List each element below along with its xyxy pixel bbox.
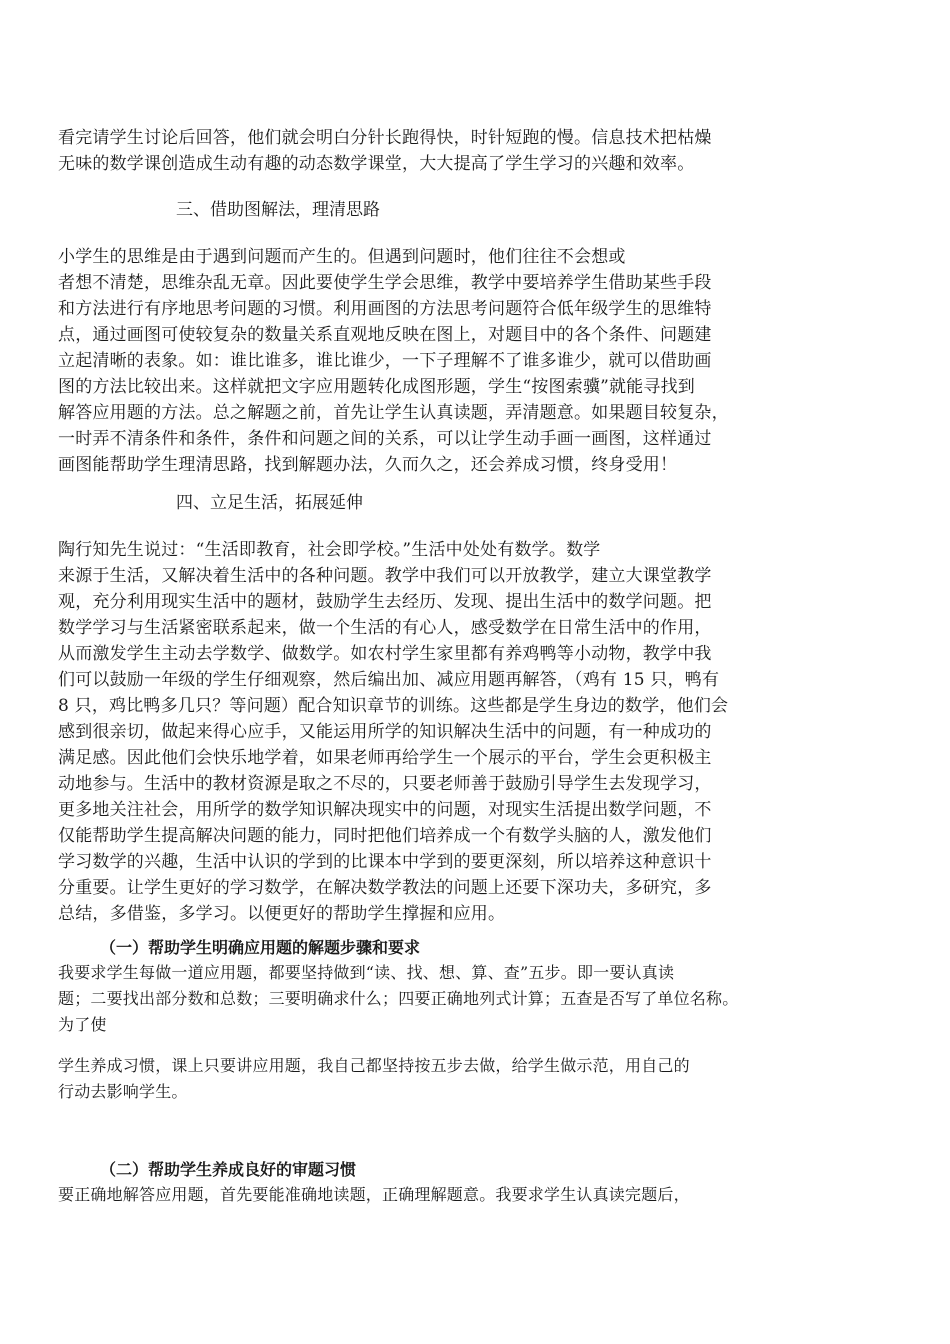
subsection-title-1: （一）帮助学生明确应用题的解题步骤和要求 [100, 938, 421, 957]
subsection-body-1-continued: 学生养成习惯，课上只要讲应用题，我自己都坚持按五步去做，给学生做示范，用自己的 行动去影响学生。 [58, 1056, 690, 1101]
section-heading-3: 三、借助图解法，理清思路 [176, 200, 380, 220]
section-heading-4: 四、立足生活，拓展延伸 [176, 493, 363, 513]
paragraph-intro: 看完请学生讨论后回答，他们就会明白分针长跑得快，时针短跑的慢。信息技术把枯燥 无味的数学课创造成生动有趣的动态数学课堂，大大提高了学生学习的兴趣和效率。 [58, 128, 712, 174]
subsection-body-2: 要正确地解答应用题，首先要能准确地读题，正确理解题意。我要求学生认真读完题后， [58, 1185, 690, 1204]
subsection-body-1: 我要求学生每做一道应用题，都要坚持做到“读、找、想、算、查”五步。即一要认真读 题；二要找出部分数和总数；三要明确求什么；四要正确地列式计算；五查是否写了单位名称。 为了使 [58, 963, 739, 1034]
paragraph-diagram-method: 小学生的思维是由于遇到问题而产生的。但遇到问题时，他们往往不会想或 者想不清楚，思维杂乱无章。因此要使学生学会思维，教学中要培养学生借助某些手段 和方法进行有序地思考问题的习惯。利用画图的方法思考问题符合低年级学生的思维特 点，通过画图可使较复杂的数量关系直观地反映在图上，对题目中的各个条件、问题建 立起清晰的表象。如：谁比谁多，谁比谁少，一下子理解不了谁多谁少，就可以借助画 图的方法比较出来。这样就把文字应用题转化成图形题，学生“按图索骥”就能寻找到 解答应用题的方法。总之解题之前，首先让学生认真读题，弄清题意。如果题目较复杂， 一时弄不清条件和条件，条件和问题之间的关系，可以让学生动手画一画图，这样通过 画图能帮助学生理清思路，找到解题办法，久而久之，还会养成习惯，终身受用！ [58, 247, 729, 475]
subsection-title-2: （二）帮助学生养成良好的审题习惯 [100, 1160, 357, 1179]
paragraph-life-math: 陶行知先生说过：“生活即教育，社会即学校。”生活中处处有数学。数学 来源于生活，又解决着生活中的各种问题。教学中我们可以开放教学，建立大课堂教学 观，充分利用现实生活中的题材，鼓励学生去经历、发现、提出生活中的数学问题。把 数学学习与生活紧密联系起来，做一个生活的有心人，感受数学在日常生活中的作用， 从而激发学生主动去学数学、做数学。如农村学生家里都有养鸡鸭等小动物，教学中我 们可以鼓励一年级的学生仔细观察，然后编出加、减应用题再解答，（鸡有 15 只，鸭有 8 只，鸡比鸭多几只？等问题）配合知识章节的训练。这些都是学生身边的数学，他们会 感到很亲切，做起来得心应手，又能运用所学的知识解决生活中的问题，有一种成功的 满足感。因此他们会快乐地学着，如果老师再给学生一个展示的平台，学生会更积极主 动地参与。生活中的教材资源是取之不尽的，只要老师善于鼓励引导学生去发现学习， 更多地关注社会，用所学的数学知识解决现实中的问题，对现实生活提出数学问题，不 仅能帮助学生提高解决问题的能力，同时把他们培养成一个有数学头脑的人，激发他们 学习数学的兴趣，生活中认识的学到的比课本中学到的要更深刻，所以培养这种意识十 分重要。让学生更好的学习数学，在解决数学教法的问题上还要下深功夫，多研究，多 总结，多借鉴，多学习。以便更好的帮助学生撑握和应用。 [58, 540, 729, 924]
